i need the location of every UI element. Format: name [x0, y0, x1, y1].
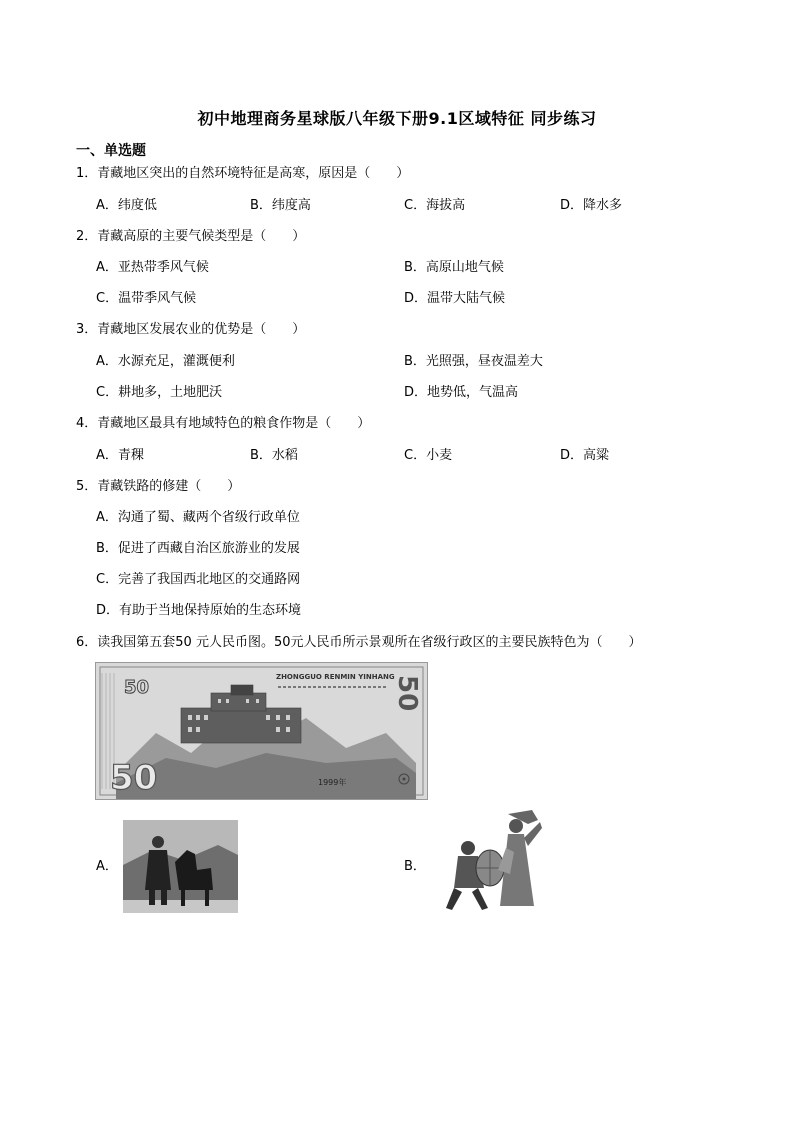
- option-a-photo: [123, 820, 238, 913]
- question-1-option-d[interactable]: D．降水多: [560, 198, 623, 213]
- question-3-option-b[interactable]: B．光照强，昼夜温差大: [404, 354, 543, 369]
- banknote-image: [95, 662, 428, 800]
- question-6-option-a[interactable]: A．: [96, 859, 118, 874]
- question-4-option-c[interactable]: C．小麦: [404, 448, 453, 463]
- question-3-option-a[interactable]: A．水源充足，灌溉便利: [96, 354, 235, 369]
- question-2-option-c[interactable]: C．温带季风气候: [96, 291, 197, 306]
- question-4-option-b[interactable]: B．水稻: [250, 448, 298, 463]
- page-title: 初中地理商务星球版八年级下册9.1区域特征 同步练习: [197, 109, 597, 128]
- question-4-option-d[interactable]: D．高粱: [560, 448, 610, 463]
- question-1-option-c[interactable]: C．海拔高: [404, 198, 466, 213]
- banknote-year: 1999年: [318, 778, 347, 787]
- question-1-stem: 1．青藏地区突出的自然环境特征是高寒，原因是（ ）: [76, 166, 410, 181]
- question-5-option-b[interactable]: B．促进了西藏自治区旅游业的发展: [96, 541, 300, 556]
- question-5-option-d[interactable]: D．有助于当地保持原始的生态环境: [96, 603, 302, 618]
- question-3-stem: 3．青藏地区发展农业的优势是（ ）: [76, 322, 306, 337]
- question-6-stem: 6．读我国第五套50 元人民币图。50元人民币所示景观所在省级行政区的主要民族特色为（ ）: [76, 635, 642, 650]
- question-5-stem: 5．青藏铁路的修建（ ）: [76, 479, 241, 494]
- question-3-option-c[interactable]: C．耕地多，土地肥沃: [96, 385, 223, 400]
- question-5-option-c[interactable]: C．完善了我国西北地区的交通路网: [96, 572, 301, 587]
- banknote-denomination-small: 50: [124, 677, 150, 698]
- question-1-option-b[interactable]: B．纬度高: [250, 198, 311, 213]
- question-3-option-d[interactable]: D．地势低，气温高: [404, 385, 519, 400]
- banknote-denomination-large: 50: [110, 758, 158, 798]
- option-b-dancers-image: [428, 808, 544, 914]
- question-1-option-a[interactable]: A．纬度低: [96, 198, 157, 213]
- question-2-option-b[interactable]: B．高原山地气候: [404, 260, 504, 275]
- question-4-option-a[interactable]: A．青稞: [96, 448, 144, 463]
- banknote-denomination-right: 50: [392, 675, 422, 712]
- question-2-stem: 2．青藏高原的主要气候类型是（ ）: [76, 229, 306, 244]
- section-heading: 一、单选题: [76, 143, 146, 159]
- question-2-option-a[interactable]: A．亚热带季风气候: [96, 260, 209, 275]
- question-6-option-b[interactable]: B．: [404, 859, 426, 874]
- question-5-option-a[interactable]: A．沟通了蜀、藏两个省级行政单位: [96, 510, 300, 525]
- banknote-bank-name: ZHONGGUO RENMIN YINHANG: [276, 673, 395, 681]
- question-4-stem: 4．青藏地区最具有地域特色的粮食作物是（ ）: [76, 416, 371, 431]
- question-2-option-d[interactable]: D．温带大陆气候: [404, 291, 506, 306]
